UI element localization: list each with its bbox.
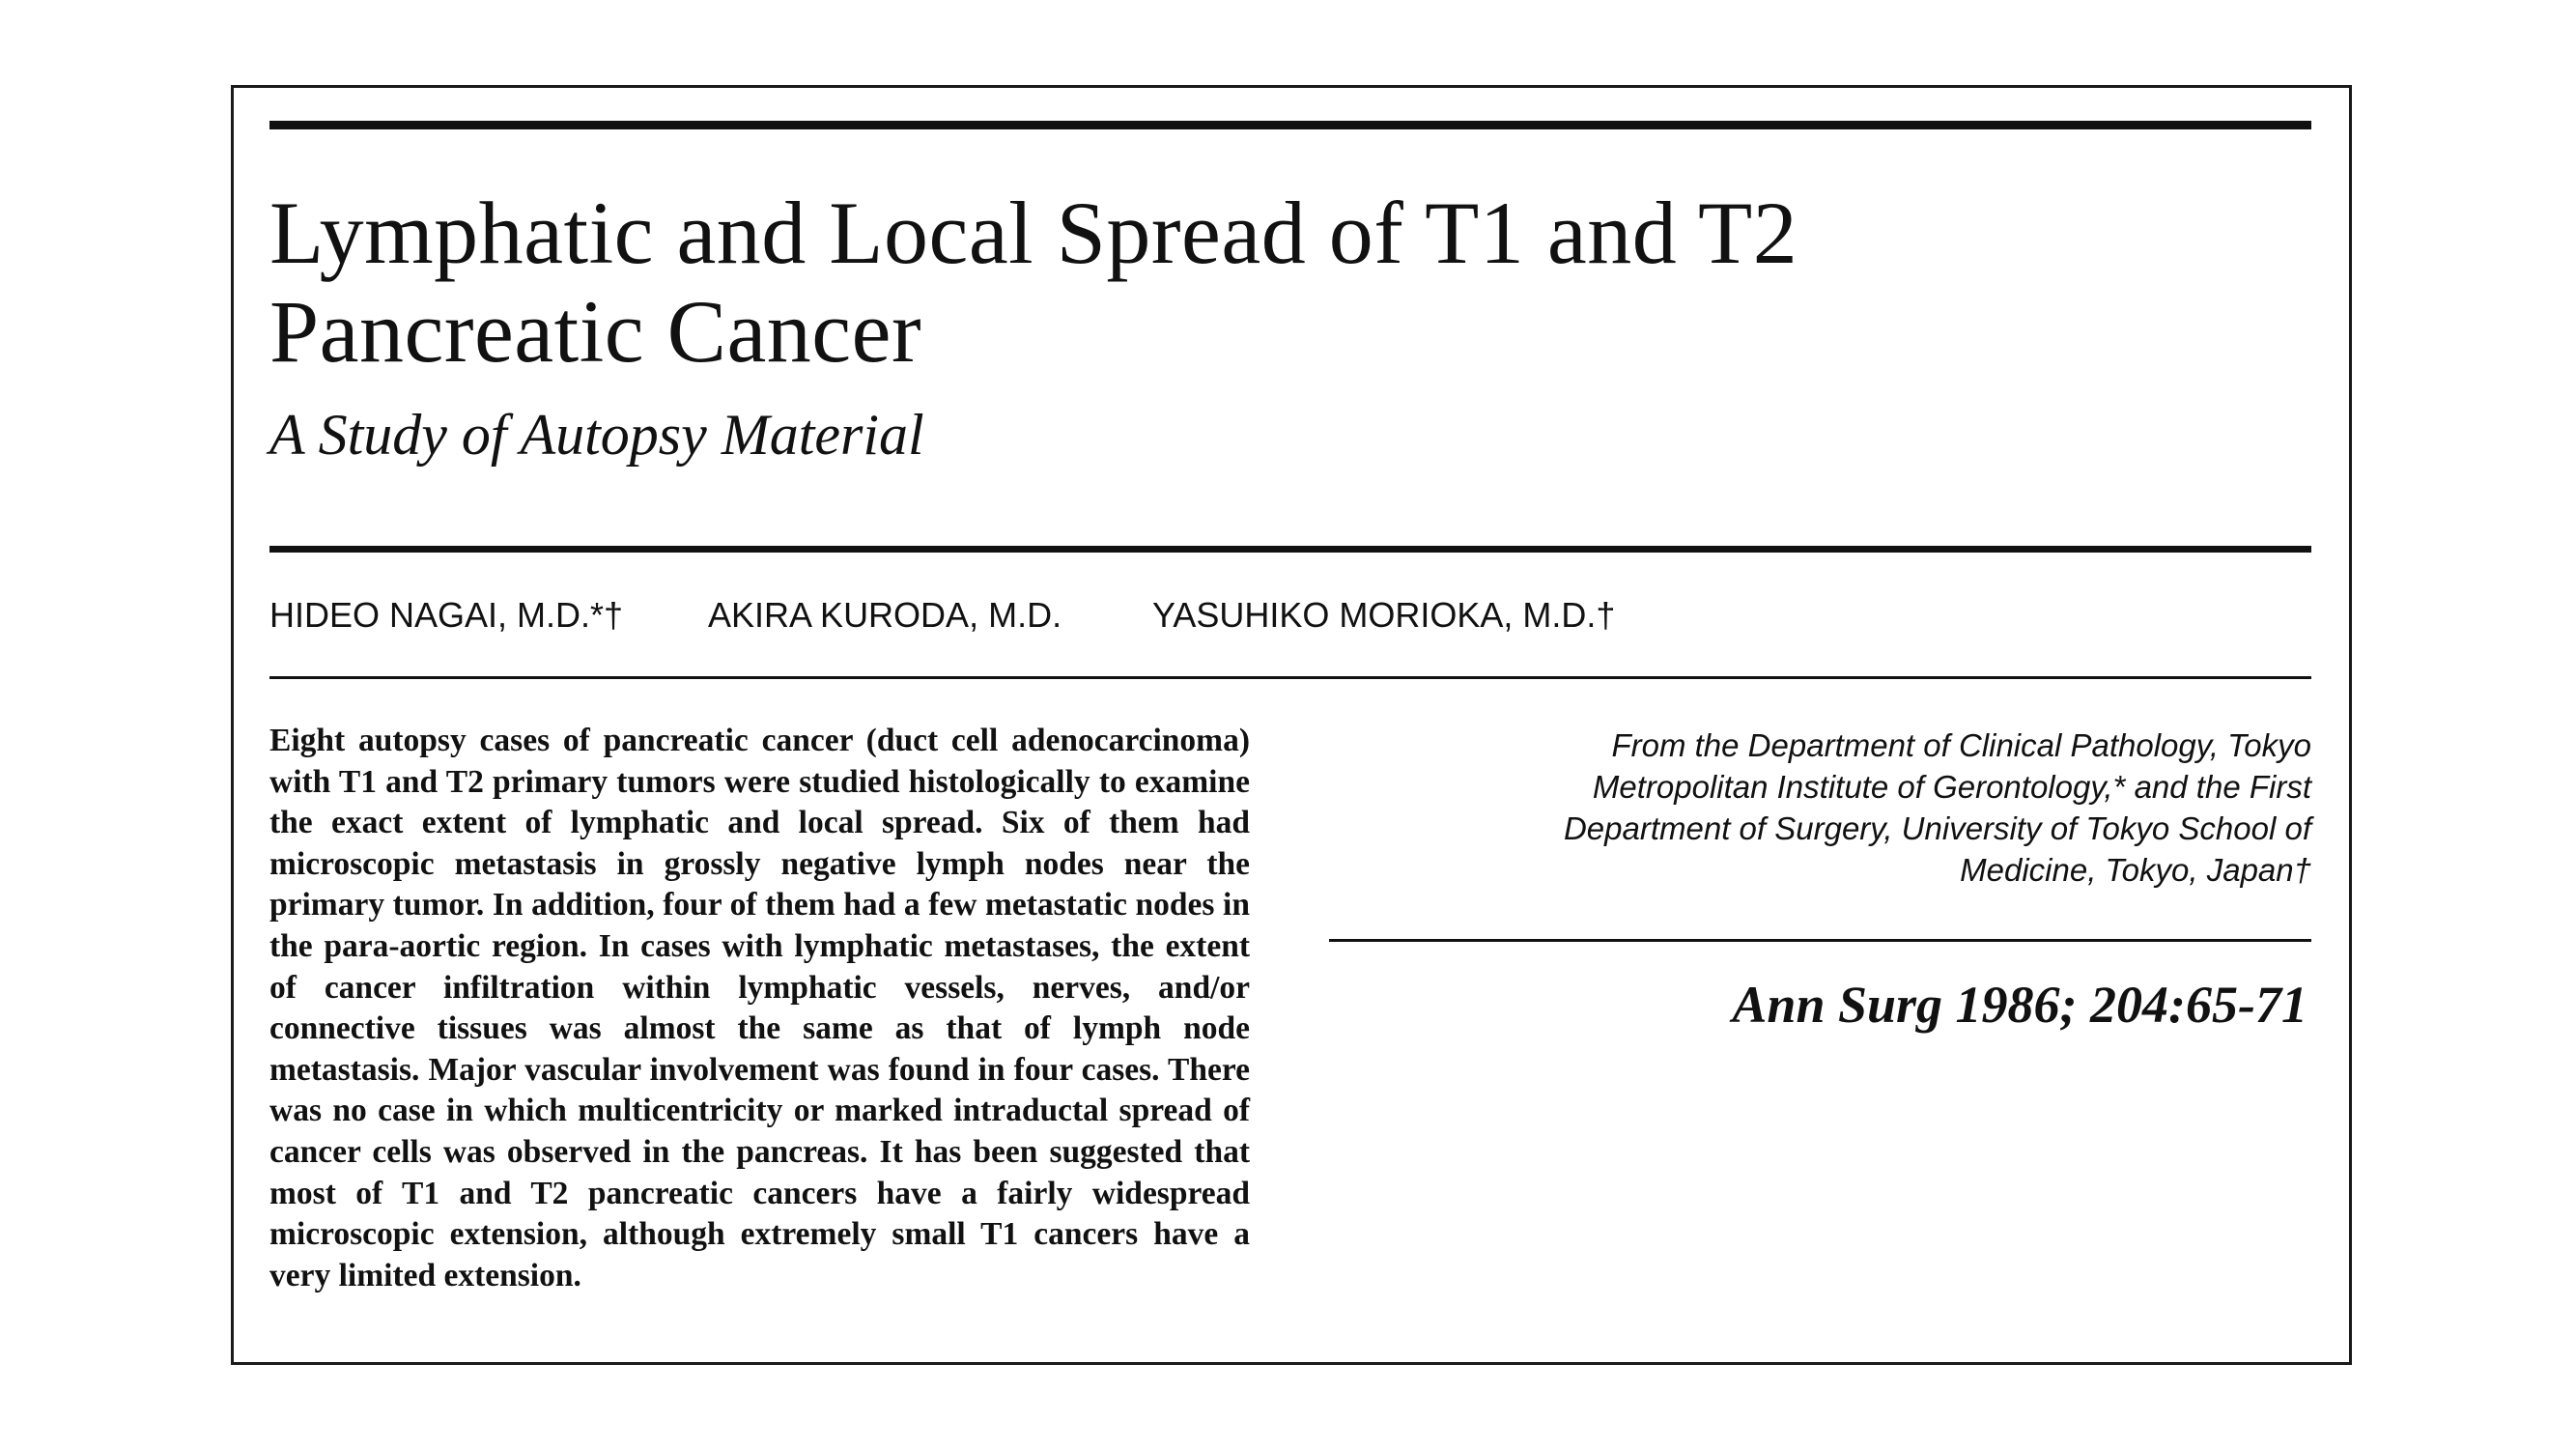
top-rule [269,121,2311,129]
affiliation-line-1: From the Department of Clinical Pathology, Tokyo [1611,727,2311,763]
title-line-1: Lymphatic and Local Spread of T1 and T2 [269,184,1798,282]
author-1: HIDEO NAGAI, M.D.*† [269,595,624,635]
affiliation-rule [1329,939,2311,942]
affiliation-line-3: Department of Surgery, University of Tokyo School of [1563,810,2311,846]
author-3: YASUHIKO MORIOKA, M.D.† [1152,595,1616,635]
affiliation-line-4: Medicine, Tokyo, Japan† [1960,852,2311,888]
paper-subtitle: A Study of Autopsy Material [269,403,924,467]
paper-title [269,184,2201,381]
author-list [0,591,2576,639]
title-rule [269,546,2311,553]
title-line-2: Pancreatic Cancer [269,282,922,381]
author-rule [269,676,2311,679]
author-2: AKIRA KURODA, M.D. [708,595,1062,635]
affiliation [1329,724,2311,891]
citation: Ann Surg 1986; 204:65-71 [1732,976,2307,1034]
abstract-text: Eight autopsy cases of pancreatic cancer (duct cell adenocarcinoma) with T1 and T2 primary tumors were studied histologically to examine the exact extent of lymphatic and local spread. Six of them had microscopic metastasis in grossly negative lymph nodes near the primary tumor. In addition, four of them had a few metastatic nodes in the para-aortic region. In cases with lymphatic metastases, the extent of cancer infiltration within lymphatic vessels, nerves, and/or connective tissues was almost the same as that of lymph node metastasis. Major vascular involvement was found in four cases. There was no case in which multicentricity or marked intraductal spread of cancer cells was observed in the pancreas. It has been suggested that most of T1 and T2 pancreatic cancers have a fairly widespread microscopic extension, although extremely small T1 cancers have a very limited extension. [269,723,1250,1293]
affiliation-line-2: Metropolitan Institute of Gerontology,* and the First [1592,769,2311,805]
